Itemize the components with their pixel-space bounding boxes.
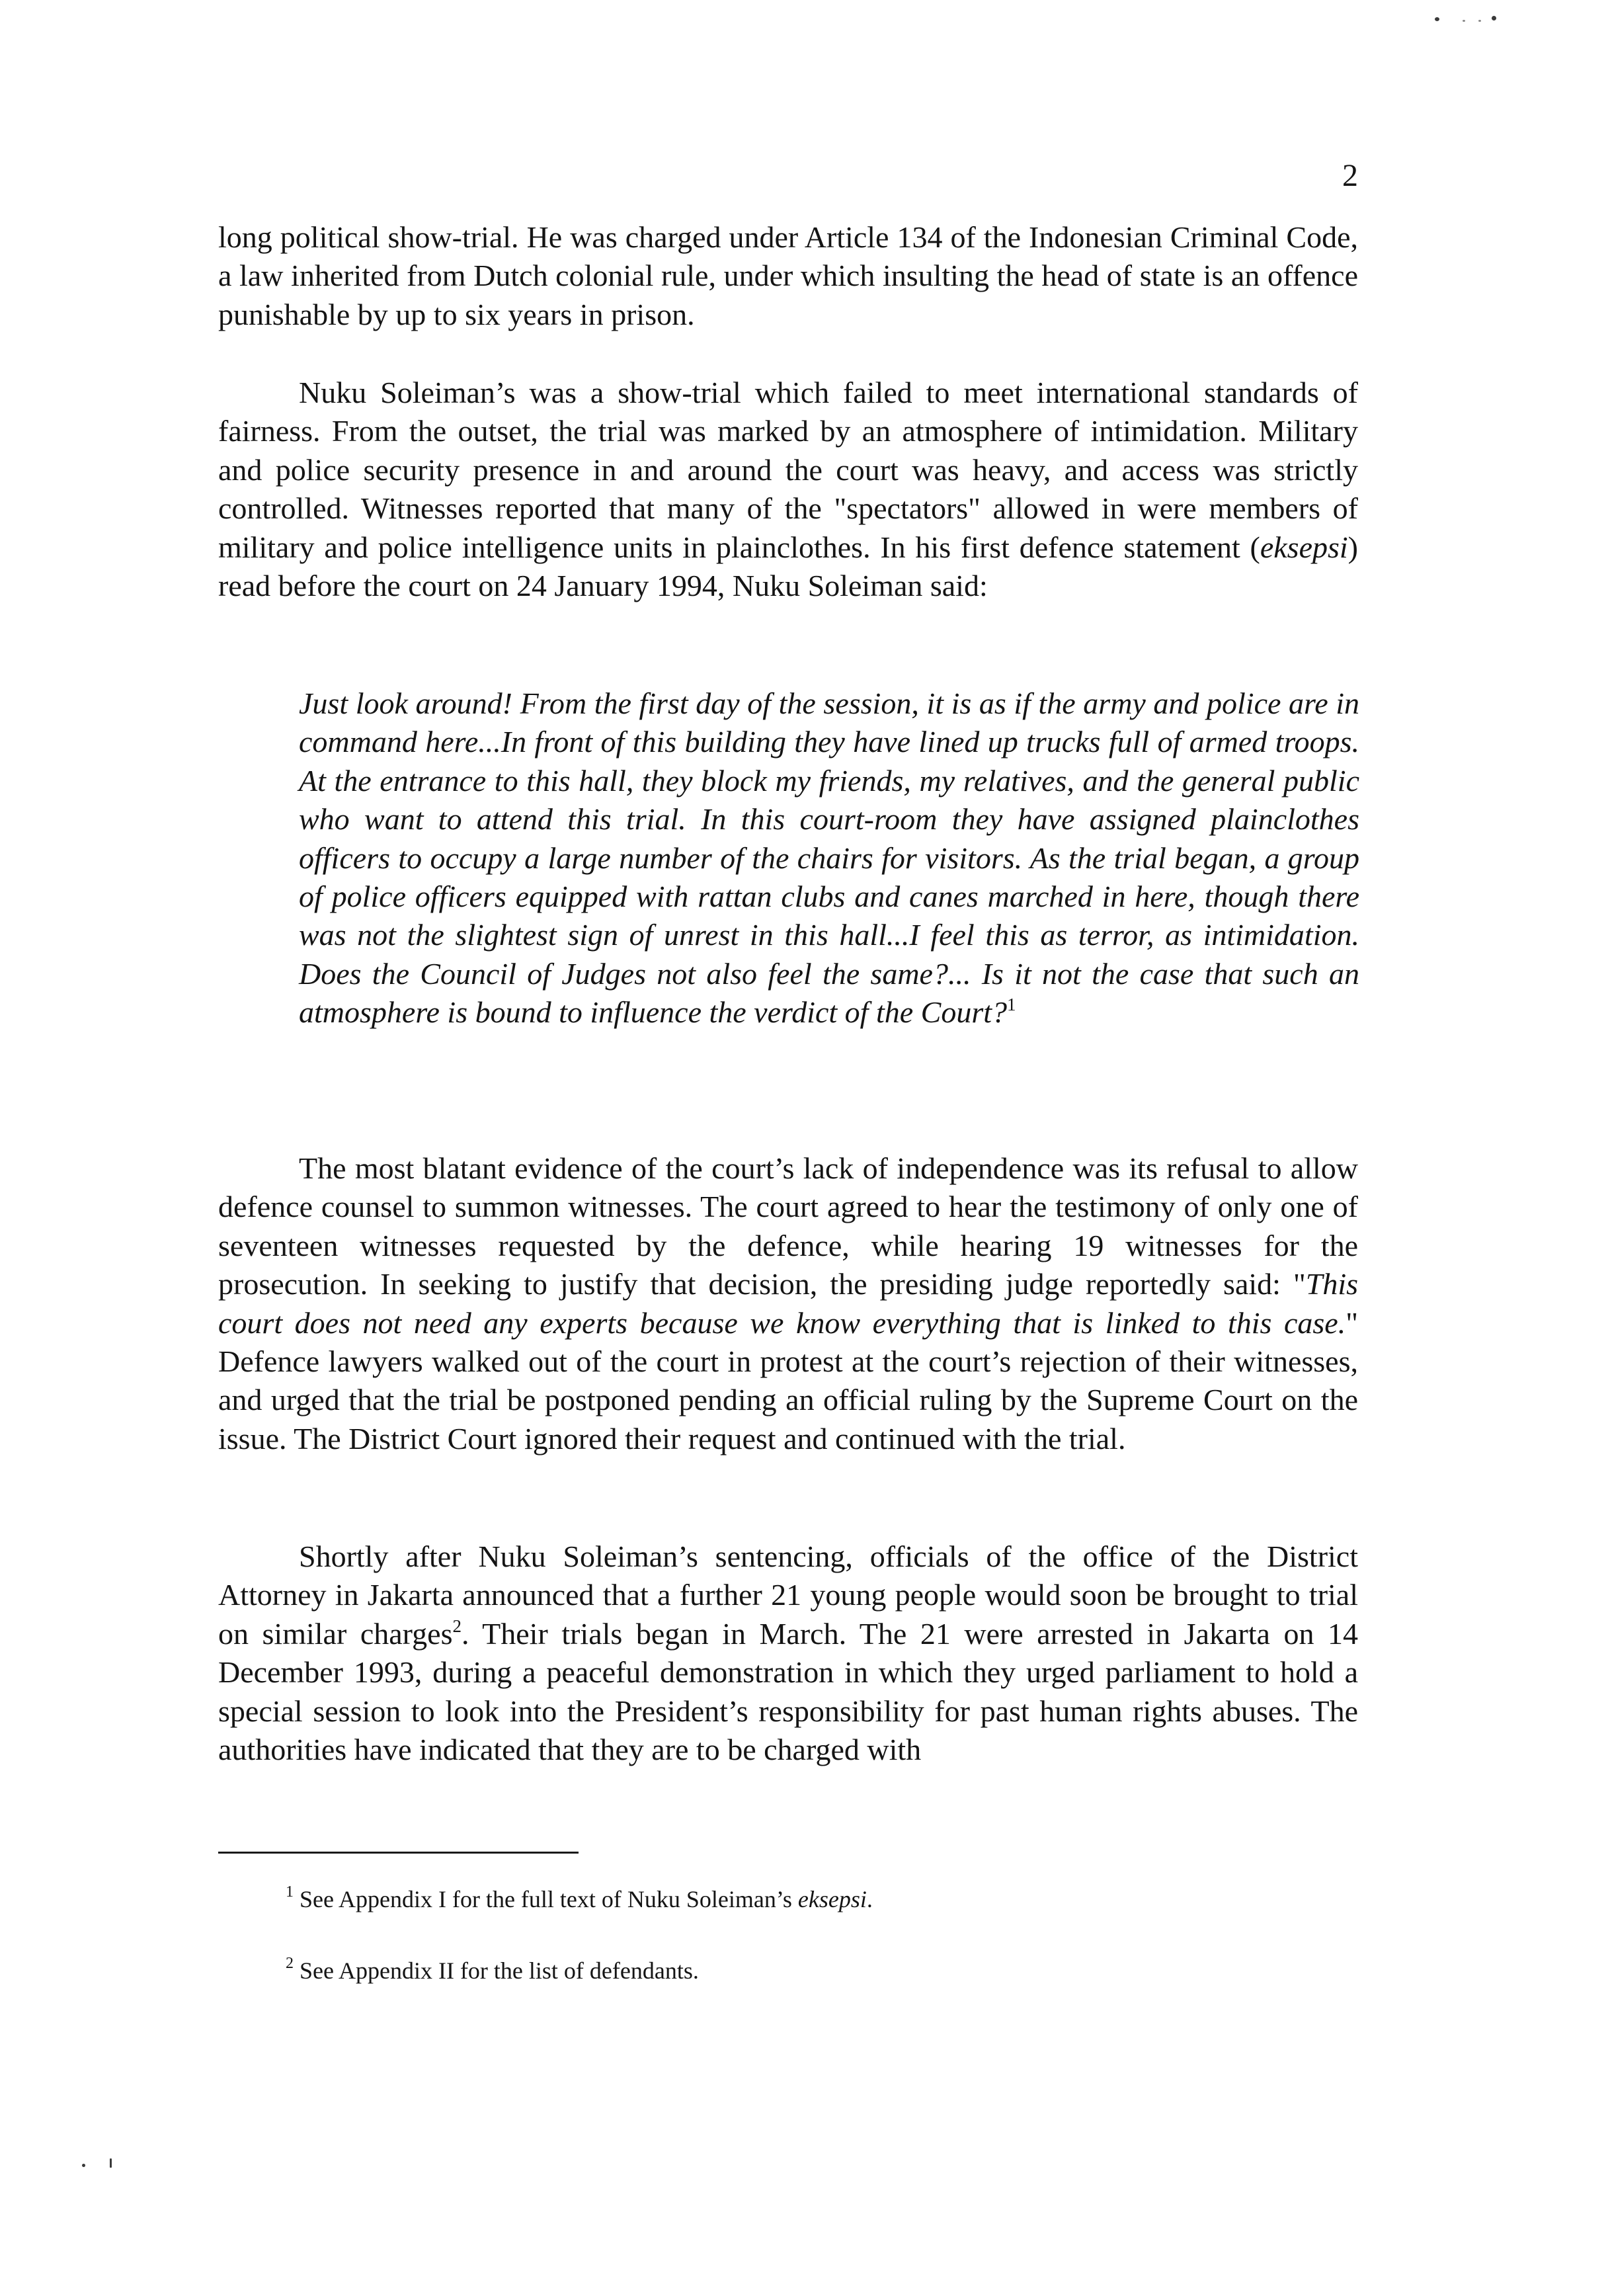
- scan-speck: [110, 2158, 112, 2168]
- footnote-1-mark: 1: [286, 1883, 294, 1901]
- paragraph-3-quote: This court does not need any experts because we know everything that is linked to this case.: [218, 1267, 1358, 1340]
- paragraph-2-text: Nuku Soleiman’s was a show-trial which failed to meet international standards of fairness. From the outset, the trial was marked by an atmosphere of intimidation. Military and police security presence in and around the court was heavy, and access was strictly controlled. Witnesses reported that many of the "spectators" allowed in were members of military and police intelligence units in plainclothes. In his first defence statement (: [218, 376, 1358, 564]
- paragraph-3: [218, 1149, 1358, 1458]
- paragraph-2: [218, 374, 1358, 605]
- paragraph-4-text: Shortly after Nuku Soleiman’s sentencing, officials of the office of the District Attorney in Jakarta announced that a further 21 young people would soon be brought to trial on similar charges: [218, 1539, 1358, 1651]
- scan-speck: [1478, 20, 1481, 22]
- footnote-1-end: .: [866, 1886, 873, 1912]
- footnote-1: [286, 1885, 1344, 1914]
- paragraph-1: [218, 218, 1358, 334]
- paragraph-2-text-end: ) read before the court on 24 January 1994, Nuku Soleiman said:: [218, 530, 1358, 603]
- scan-speck: [82, 2164, 85, 2167]
- block-quote: [299, 684, 1359, 1032]
- footnote-reference-1: 1: [1007, 995, 1016, 1015]
- footnote-1-text: See Appendix I for the full text of Nuku Soleiman’s: [300, 1886, 798, 1912]
- paragraph-2-emphasis: eksepsi: [1260, 530, 1348, 564]
- footnote-reference-2: 2: [452, 1616, 462, 1636]
- footnote-separator: [218, 1852, 579, 1854]
- page-number: 2: [1342, 158, 1358, 193]
- paragraph-4-text-end: . Their trials began in March. The 21 were arrested in Jakarta on 14 December 1993, during a peaceful demonstration in which they urged parliament to hold a special session to look into the President’s responsibility for past human rights abuses. The authorities have indicated that they are to be charged with: [218, 1616, 1358, 1767]
- block-quote-text: Just look around! From the first day of the session, it is as if the army and police are in command here...In front of this building they have lined up trucks full of armed troops. At the entrance to this hall, they block my friends, my relatives, and the general public who want to attend this trial. In this court-room they have assigned plainclothes officers to occupy a large number of the chairs for visitors. As the trial began, a group of police officers equipped with rattan clubs and canes marched in here, though there was not the slightest sign of unrest in this hall...I feel this as terror, as intimidation. Does the Council of Judges not also feel the same?... Is it not the case that such an atmosphere is bound to influence the verdict of the Court?: [299, 686, 1359, 1030]
- scan-speck: [1435, 17, 1439, 21]
- scan-speck: [1492, 16, 1496, 20]
- footnote-1-emphasis: eksepsi: [797, 1886, 867, 1912]
- scan-speck: [1463, 20, 1465, 22]
- footnote-2-text: See Appendix II for the list of defendants.: [300, 1957, 699, 1984]
- footnote-2: [286, 1956, 1344, 1985]
- paragraph-4: [218, 1538, 1358, 1769]
- footnote-2-mark: 2: [286, 1955, 294, 1972]
- paragraph-3-text: The most blatant evidence of the court’s lack of independence was its refusal to allow defence counsel to summon witnesses. The court agreed to hear the testimony of only one of seventeen witnesses requested by the defence, while hearing 19 witnesses for the prosecution. In seeking to justify that decision, the presiding judge reportedly said: ": [218, 1151, 1358, 1301]
- paragraph-1-text: long political show-trial. He was charged under Article 134 of the Indonesian Criminal Code, a law inherited from Dutch colonial rule, under which insulting the head of state is an offence punishable by up to six years in prison.: [218, 220, 1358, 331]
- paragraph-3-text-end: " Defence lawyers walked out of the court in protest at the court’s rejection of their witnesses, and urged that the trial be postponed pending an official ruling by the Supreme Court on the issue. The District Court ignored their request and continued with the trial.: [218, 1305, 1358, 1456]
